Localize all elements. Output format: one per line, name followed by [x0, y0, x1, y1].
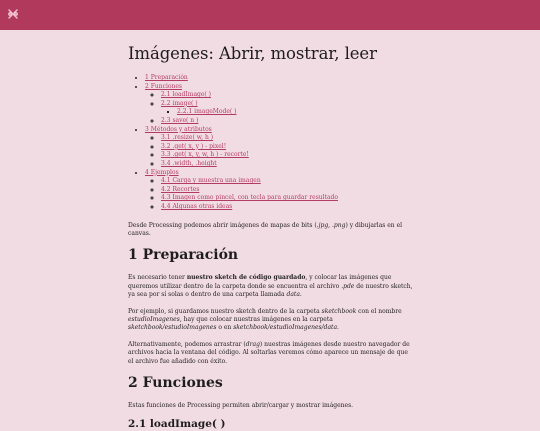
toc-item: [177, 108, 414, 117]
text: .: [337, 324, 339, 332]
text: data: [286, 291, 300, 299]
section-heading-funciones: 2 Funciones: [128, 374, 223, 391]
toc-link-metodos[interactable]: 3 Métodos y atributos: [145, 125, 212, 133]
text: sketchbook: [321, 307, 357, 315]
toc-item: [161, 151, 414, 160]
text: ) nuestras imágenes desde nuestro navegador de archivos hacia la ventana del código. Al soltarlas veremos cómo aparece un mensaje de que el archivo fue añadido con éxito.: [128, 340, 410, 365]
text: ) y dibujarlas en el canvas.: [128, 221, 403, 237]
toc-item: [161, 177, 414, 186]
text: , y colocar las imágenes que queremos utilizar dentro de la carpeta donde se encuentra el archivo: [128, 274, 392, 290]
processing-logo-icon[interactable]: [7, 8, 19, 20]
paragraph: [128, 274, 414, 299]
text: o en: [216, 324, 234, 332]
toc-link-ejemplos[interactable]: 4 Ejemplos: [145, 168, 179, 176]
toc-link-pincel[interactable]: 4.3 Imagen como pincel, con tecla para guardar resultado: [161, 194, 339, 202]
toc-link-resize[interactable]: 3.1 .resize( w, h ): [161, 134, 214, 142]
text: ,: [328, 221, 332, 229]
toc-link-recortes[interactable]: 4.2 Recortes: [161, 185, 200, 193]
top-bar: [0, 0, 540, 30]
text: .: [299, 291, 302, 299]
text: , hay que colocar nuestras imágenes en la carpeta: [179, 315, 333, 323]
text: drag: [245, 340, 260, 348]
toc-item: [161, 203, 414, 212]
toc-link-loadimage[interactable]: 2.1 loadImage( ): [161, 91, 212, 99]
intro-paragraph: [128, 222, 414, 239]
text: .png: [332, 221, 346, 229]
toc-item: [145, 126, 414, 169]
toc-link-otras-ideas[interactable]: 4.4 Algunas otras ideas: [161, 202, 233, 210]
section-heading-preparacion: 1 Preparación: [128, 247, 239, 264]
paragraph: [128, 341, 414, 366]
text: Alternativamente, podemos arrastrar (: [128, 340, 246, 348]
toc-item: [161, 134, 414, 143]
toc-link-image[interactable]: 2.2 image( ): [161, 99, 198, 107]
toc-item: [161, 91, 414, 100]
toc-link-carga[interactable]: 4.1 Carga y muestra una imagen: [161, 177, 261, 185]
toc-link-imagemode[interactable]: 2.2.1 imageMode( ): [177, 108, 237, 116]
text: .jpg: [316, 221, 329, 229]
text: estudioImagenes: [128, 315, 180, 323]
text: .pde: [341, 282, 355, 290]
toc-item: [161, 194, 414, 203]
toc-item: [145, 169, 414, 212]
toc-link-preparacion[interactable]: 1 Preparación: [145, 74, 188, 81]
text: Por ejemplo, si guardamos nuestro sketch dentro de la carpeta: [128, 307, 322, 315]
subsection-heading-loadimage: 2.1 loadImage( ): [128, 418, 226, 431]
paragraph: Estas funciones de Processing permiten abrir/cargar y mostrar imágenes.: [128, 401, 354, 409]
text: nuestro sketch de código guardado: [186, 274, 306, 282]
toc-item: [161, 160, 414, 169]
text: sketchbook/estudioImagenes: [128, 324, 217, 332]
toc-link-get-pixel[interactable]: 3.2 .get( x, y ) - pixel!: [161, 142, 227, 150]
toc-link-save[interactable]: 2.3 save( n ): [161, 116, 199, 124]
toc-link-get-recorte[interactable]: 3.3 .get( x, y, w, h ) - recorte!: [161, 151, 249, 159]
toc-link-funciones[interactable]: 2 Funciones: [145, 82, 183, 90]
toc-item: [145, 83, 414, 126]
text: de nuestro sketch, ya sea por sí solas o dentro de una carpeta llamada: [128, 282, 413, 299]
toc-link-width-height[interactable]: 3.4 .width, .height: [161, 159, 217, 167]
article: [128, 44, 414, 431]
text: con el nombre: [356, 307, 402, 315]
text: Desde Processing podemos abrir imágenes de mapas de bits (: [128, 221, 317, 229]
text: sketchbook/estudioImagenes/data: [233, 324, 338, 332]
toc-item: [161, 186, 414, 195]
toc-item: [161, 143, 414, 152]
toc-item: [145, 74, 414, 83]
table-of-contents: [128, 74, 414, 212]
page-title: Imágenes: Abrir, mostrar, leer: [128, 44, 377, 63]
text: Es necesario tener: [128, 274, 187, 282]
toc-item: [161, 100, 414, 117]
paragraph: [128, 308, 414, 333]
toc-item: [161, 117, 414, 126]
